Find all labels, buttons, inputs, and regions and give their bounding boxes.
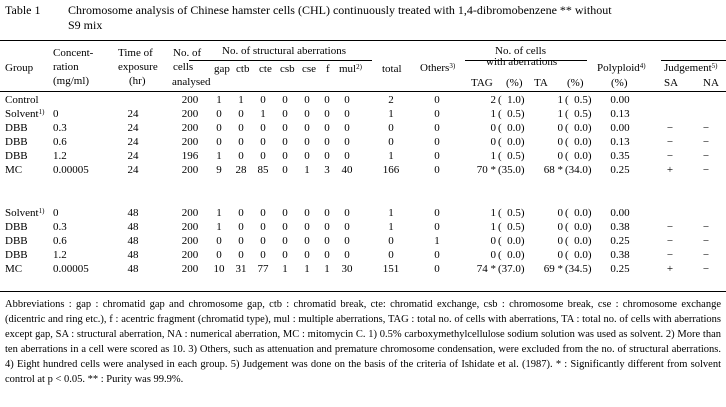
- cell-cse: 0: [304, 94, 310, 106]
- cell-tag-pct: ( 1.0): [498, 94, 525, 106]
- cell-tag: 0: [490, 122, 496, 134]
- cell-gap: 9: [216, 164, 222, 176]
- table-bottom-rule: [0, 291, 726, 292]
- cell-total: 0: [388, 136, 394, 148]
- cell-time: 48: [127, 263, 139, 275]
- col-header-ctb: ctb: [236, 63, 250, 75]
- cell-cse: 0: [304, 207, 310, 219]
- cell-others: 0: [434, 221, 440, 233]
- cell-csb: 0: [282, 94, 288, 106]
- cell-csb: 0: [282, 150, 288, 162]
- cell-gap: 10: [213, 263, 225, 275]
- cell-tag-pct: ( 0.5): [498, 207, 525, 219]
- col-header-others: Others$^{3)}$: [420, 62, 456, 74]
- cell-cse: 0: [304, 249, 310, 261]
- cell-conc: 0.00005: [53, 164, 89, 176]
- cell-cte: 1: [260, 108, 266, 120]
- cell-conc: 0.6: [53, 136, 67, 148]
- cell-f: 0: [324, 122, 330, 134]
- cell-mul: 30: [341, 263, 353, 275]
- cell-csb: 0: [282, 235, 288, 247]
- col-header-conc-2: ration: [53, 61, 79, 73]
- cell-f: 3: [324, 164, 330, 176]
- cell-f: 0: [324, 150, 330, 162]
- cell-ctb: 0: [238, 249, 244, 261]
- cell-group: Solvent$^{1)}$: [5, 108, 45, 120]
- cell-cte: 0: [260, 235, 266, 247]
- cell-cse: 0: [304, 136, 310, 148]
- cell-time: 48: [127, 235, 139, 247]
- col-header-time-2: exposure: [118, 61, 158, 73]
- cell-ta-pct: ( 0.0): [565, 249, 592, 261]
- cell-sa: −: [666, 235, 674, 247]
- cell-time: 24: [127, 150, 139, 162]
- cell-f: 1: [324, 263, 330, 275]
- cell-group: DBB: [5, 150, 28, 162]
- col-header-cells-with-ab-2: with aberrations: [486, 56, 558, 68]
- cell-ctb: 0: [238, 221, 244, 233]
- cell-na: −: [702, 263, 710, 275]
- table-footnote: Abbreviations : gap : chromatid gap and chromosome gap, ctb : chromatid break, cte: chromatid exchange, csb : chromosome break, cse : chromosome exchange (dicentric and ring etc.), f : acentric fragment (chromatid type), mul : multiple aberrations, TAG : total no. of cells with aberrations, TA : total no. of cells with aberrations except gap, SA : structural aberration, NA : numerical aberration, MC : mitomycin C. 1) 0.5% carboxymethylcellulose sodium solution was used as solvent. 2) More than ten aberrations in a cell were scored as 10. 3) Others, such as attenuation and premature chromosome condensation, were excluded from the no. of structural aberrations. 4) Eight hundred cells were analysed in each group. 5) Judgement was done on the basis of the criteria of Ishidate et al. (1987). * : Significantly different from solvent control at p < 0.05. ** : Purity was 99.9%.: [5, 299, 721, 385]
- cell-mul: 0: [344, 136, 350, 148]
- cell-tag-pct: (37.0): [498, 263, 525, 275]
- cell-group: MC: [5, 164, 23, 176]
- cell-total: 166: [382, 164, 400, 176]
- cell-csb: 0: [282, 207, 288, 219]
- cell-csb: 0: [282, 108, 288, 120]
- col-header-f: f: [326, 63, 330, 75]
- col-header-conc-3: (mg/ml): [53, 75, 90, 87]
- cell-ctb: 0: [238, 235, 244, 247]
- cell-mul: 0: [344, 108, 350, 120]
- cell-group: Control: [5, 94, 39, 106]
- cell-ta: 68 *: [543, 164, 563, 176]
- cell-csb: 0: [282, 136, 288, 148]
- cell-tag-pct: ( 0.5): [498, 221, 525, 233]
- cell-cse: 0: [304, 122, 310, 134]
- cell-tag: 2: [490, 94, 496, 106]
- cell-cells: 196: [181, 150, 199, 162]
- col-header-cells-with-ab-1: No. of cells: [495, 45, 547, 57]
- cell-tag: 0: [490, 235, 496, 247]
- cell-ctb: 28: [235, 164, 247, 176]
- cell-cells: 200: [181, 235, 199, 247]
- cell-mul: 0: [344, 249, 350, 261]
- cell-total: 0: [388, 249, 394, 261]
- cell-poly: 0.25: [610, 263, 630, 275]
- col-header-conc-1: Concent-: [53, 47, 94, 59]
- cell-f: 0: [324, 136, 330, 148]
- cell-others: 0: [434, 122, 440, 134]
- col-header-time-1: Time of: [118, 47, 153, 59]
- cell-cells: 200: [181, 249, 199, 261]
- cell-total: 1: [388, 108, 394, 120]
- cell-csb: 0: [282, 164, 288, 176]
- col-header-cse: cse: [302, 63, 317, 75]
- cell-cells: 200: [181, 221, 199, 233]
- col-header-cte: cte: [259, 63, 272, 75]
- cell-cte: 0: [260, 221, 266, 233]
- cell-mul: 0: [344, 94, 350, 106]
- cell-poly: 0.13: [610, 108, 630, 120]
- col-header-group: Group: [5, 62, 34, 74]
- cell-ctb: 31: [235, 263, 247, 275]
- cell-ta-pct: ( 0.5): [565, 108, 592, 120]
- cell-sa: −: [666, 136, 674, 148]
- col-header-na: NA: [703, 77, 719, 89]
- cell-cse: 0: [304, 150, 310, 162]
- col-header-time-3: (hr): [129, 75, 146, 87]
- cell-tag: 1: [490, 221, 496, 233]
- cell-tag: 74 *: [476, 263, 496, 275]
- cell-poly: 0.00: [610, 94, 630, 106]
- cell-cte: 0: [260, 150, 266, 162]
- cell-na: −: [702, 249, 710, 261]
- cell-cte: 0: [260, 207, 266, 219]
- cell-tag-pct: ( 0.0): [498, 249, 525, 261]
- col-header-cells-3: analysed: [172, 76, 211, 88]
- cell-others: 0: [434, 263, 440, 275]
- cell-f: 0: [324, 94, 330, 106]
- cell-others: 0: [434, 207, 440, 219]
- cell-tag-pct: ( 0.0): [498, 122, 525, 134]
- cell-cells: 200: [181, 263, 199, 275]
- cell-cse: 1: [304, 164, 310, 176]
- cell-mul: 0: [344, 122, 350, 134]
- cell-time: 48: [127, 249, 139, 261]
- cell-na: −: [702, 164, 710, 176]
- cell-f: 0: [324, 108, 330, 120]
- cell-total: 2: [388, 94, 394, 106]
- cell-group: MC: [5, 263, 23, 275]
- cell-ctb: 0: [238, 150, 244, 162]
- cell-total: 1: [388, 221, 394, 233]
- col-header-polyploid: Polyploid$^{4)}$: [597, 62, 646, 74]
- cell-ta-pct: ( 0.0): [565, 136, 592, 148]
- cell-conc: 0: [53, 108, 59, 120]
- cell-gap: 0: [216, 235, 222, 247]
- cell-ctb: 0: [238, 108, 244, 120]
- cell-others: 0: [434, 164, 440, 176]
- cell-tag: 1: [490, 108, 496, 120]
- cell-conc: 0.00005: [53, 263, 89, 275]
- cell-poly: 0.13: [610, 136, 630, 148]
- cell-tag-pct: (35.0): [498, 164, 525, 176]
- cell-na: −: [702, 221, 710, 233]
- cell-na: −: [702, 122, 710, 134]
- cell-group: DBB: [5, 235, 28, 247]
- cell-others: 0: [434, 249, 440, 261]
- col-header-sa: SA: [664, 77, 679, 89]
- cell-conc: 0.3: [53, 221, 67, 233]
- cell-gap: 1: [216, 207, 222, 219]
- cell-poly: 0.25: [610, 164, 630, 176]
- cell-cte: 77: [257, 263, 269, 275]
- cell-total: 151: [382, 263, 400, 275]
- col-header-total: total: [382, 63, 402, 75]
- cell-tag: 1: [490, 150, 496, 162]
- cell-total: 1: [388, 150, 394, 162]
- col-header-cells-2: cells: [173, 61, 194, 73]
- cell-time: 24: [127, 108, 139, 120]
- cell-csb: 1: [282, 263, 288, 275]
- col-header-cells-1: No. of: [173, 47, 202, 59]
- header-bottom-rule: [0, 91, 726, 92]
- cell-cells: 200: [181, 164, 199, 176]
- cell-time: 24: [127, 136, 139, 148]
- cell-group: DBB: [5, 249, 28, 261]
- cell-cells: 200: [181, 122, 199, 134]
- col-header-gap: gap: [214, 63, 230, 75]
- cell-csb: 0: [282, 249, 288, 261]
- cell-ta-pct: ( 0.0): [565, 235, 592, 247]
- col-header-csb: csb: [280, 63, 295, 75]
- col-header-structural: No. of structural aberrations: [222, 45, 347, 57]
- cell-csb: 0: [282, 122, 288, 134]
- cell-na: −: [702, 150, 710, 162]
- cell-ta: 0: [557, 249, 563, 261]
- cell-cte: 0: [260, 122, 266, 134]
- cell-sa: +: [666, 263, 674, 275]
- cell-poly: 0.00: [610, 207, 630, 219]
- cell-na: −: [702, 235, 710, 247]
- cell-ta: 1: [557, 108, 563, 120]
- struct-header-rule: [189, 60, 372, 61]
- cell-tag: 70 *: [476, 164, 496, 176]
- cell-f: 0: [324, 207, 330, 219]
- cell-cte: 0: [260, 94, 266, 106]
- cell-ta-pct: ( 0.0): [565, 207, 592, 219]
- cell-ta-pct: ( 0.5): [565, 94, 592, 106]
- cell-cells: 200: [181, 136, 199, 148]
- cell-others: 1: [434, 235, 440, 247]
- cell-conc: 1.2: [53, 249, 67, 261]
- cell-cte: 85: [257, 164, 269, 176]
- cell-ta-pct: ( 0.0): [565, 122, 592, 134]
- table-label: Table 1: [5, 3, 41, 17]
- cell-ta: 0: [557, 235, 563, 247]
- cell-mul: 0: [344, 207, 350, 219]
- cell-tag: 0: [490, 136, 496, 148]
- cell-time: 24: [127, 164, 139, 176]
- cell-ctb: 1: [238, 94, 244, 106]
- cell-conc: 0.6: [53, 235, 67, 247]
- cell-others: 0: [434, 150, 440, 162]
- cell-poly: 0.38: [610, 249, 630, 261]
- cell-ta: 0: [557, 207, 563, 219]
- cell-na: −: [702, 136, 710, 148]
- cell-gap: 0: [216, 136, 222, 148]
- cell-cells: 200: [181, 94, 199, 106]
- cell-group: DBB: [5, 136, 28, 148]
- cell-ctb: 0: [238, 122, 244, 134]
- cell-gap: 0: [216, 108, 222, 120]
- cell-f: 0: [324, 221, 330, 233]
- cell-ta: 0: [557, 136, 563, 148]
- cell-others: 0: [434, 136, 440, 148]
- cell-ta-pct: (34.5): [565, 263, 592, 275]
- cell-ta: 0: [557, 221, 563, 233]
- cell-ta-pct: ( 0.0): [565, 221, 592, 233]
- cell-poly: 0.38: [610, 221, 630, 233]
- cell-poly: 0.25: [610, 235, 630, 247]
- cell-tag: 0: [490, 249, 496, 261]
- table-caption-line2: S9 mix: [68, 18, 103, 32]
- cell-tag-pct: ( 0.5): [498, 108, 525, 120]
- cell-group: DBB: [5, 221, 28, 233]
- cell-total: 0: [388, 122, 394, 134]
- col-header-ta-pct: (%): [567, 77, 584, 89]
- col-header-mul: mul$^{2)}$: [339, 63, 362, 75]
- cell-tag: 1: [490, 207, 496, 219]
- cell-cte: 0: [260, 136, 266, 148]
- col-header-polyploid-pct: (%): [611, 77, 628, 89]
- cell-sa: +: [666, 164, 674, 176]
- cell-sa: −: [666, 122, 674, 134]
- cell-gap: 1: [216, 94, 222, 106]
- cell-cells: 200: [181, 207, 199, 219]
- cell-group: Solvent$^{1)}$: [5, 207, 45, 219]
- col-header-tag: TAG: [471, 77, 493, 89]
- cell-gap: 1: [216, 150, 222, 162]
- cell-poly: 0.35: [610, 150, 630, 162]
- cell-cells: 200: [181, 108, 199, 120]
- cell-ta: 0: [557, 122, 563, 134]
- col-header-judgement: Judgement$^{5)}$: [664, 62, 718, 74]
- cell-cse: 1: [304, 263, 310, 275]
- cell-cte: 0: [260, 249, 266, 261]
- cell-conc: 1.2: [53, 150, 67, 162]
- cell-mul: 40: [341, 164, 353, 176]
- cell-time: 48: [127, 221, 139, 233]
- cell-gap: 0: [216, 249, 222, 261]
- cell-sa: −: [666, 150, 674, 162]
- cell-mul: 0: [344, 150, 350, 162]
- cell-conc: 0: [53, 207, 59, 219]
- cell-tag-pct: ( 0.0): [498, 136, 525, 148]
- cell-sa: −: [666, 249, 674, 261]
- cell-conc: 0.3: [53, 122, 67, 134]
- cell-mul: 0: [344, 221, 350, 233]
- cell-csb: 0: [282, 221, 288, 233]
- cell-ta-pct: (34.0): [565, 164, 592, 176]
- cell-f: 0: [324, 235, 330, 247]
- cell-time: 48: [127, 207, 139, 219]
- cell-cse: 0: [304, 221, 310, 233]
- col-header-ta: TA: [534, 77, 548, 89]
- table-caption-line1: Chromosome analysis of Chinese hamster cells (CHL) continuously treated with 1,4-dibromobenzene ** without: [68, 3, 612, 17]
- cell-poly: 0.00: [610, 122, 630, 134]
- cell-sa: −: [666, 221, 674, 233]
- cell-others: 0: [434, 108, 440, 120]
- cell-ctb: 0: [238, 207, 244, 219]
- col-header-tag-pct: (%): [506, 77, 523, 89]
- cell-total: 1: [388, 207, 394, 219]
- cell-f: 0: [324, 249, 330, 261]
- cell-gap: 1: [216, 221, 222, 233]
- cell-ta-pct: ( 0.0): [565, 150, 592, 162]
- cell-ta: 0: [557, 150, 563, 162]
- cell-others: 0: [434, 94, 440, 106]
- judge-header-rule: [661, 60, 726, 61]
- cell-gap: 0: [216, 122, 222, 134]
- cell-ta: 1: [557, 94, 563, 106]
- cell-tag-pct: ( 0.5): [498, 150, 525, 162]
- cell-total: 0: [388, 235, 394, 247]
- cell-tag-pct: ( 0.0): [498, 235, 525, 247]
- cell-cse: 0: [304, 108, 310, 120]
- top-rule: [0, 40, 726, 41]
- cell-mul: 0: [344, 235, 350, 247]
- cell-cse: 0: [304, 235, 310, 247]
- cell-group: DBB: [5, 122, 28, 134]
- cell-ta: 69 *: [543, 263, 563, 275]
- cell-time: 24: [127, 122, 139, 134]
- cell-ctb: 0: [238, 136, 244, 148]
